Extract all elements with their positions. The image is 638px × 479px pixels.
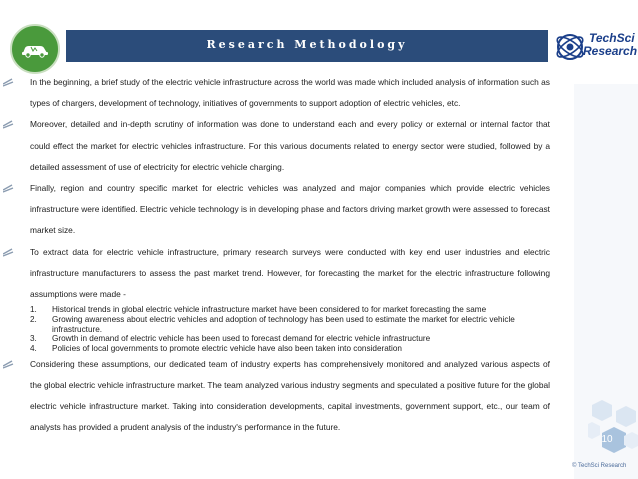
list-item <box>30 334 550 344</box>
list-item-text: Policies of local governments to promote electric vehicle have also been taken into consideration <box>52 344 402 354</box>
paragraph-text: In the beginning, a brief study of the electric vehicle infrastructure across the world was made which included analysis of information such as types of chargers, development of technology, initiatives of governments to support adoption of electric vehicles, etc. <box>30 77 550 109</box>
brand-name-line1: TechSci <box>589 31 635 45</box>
list-number: 4. <box>30 344 37 354</box>
arrow-bullet-icon <box>3 78 14 87</box>
list-number: 1. <box>30 305 37 315</box>
list-item-text: Historical trends in global electric vehicle infrastructure market have been considered to for market forecasting the same <box>52 305 487 315</box>
techsci-brand-logo <box>553 30 638 66</box>
list-item <box>30 344 550 354</box>
assumptions-list <box>30 305 550 354</box>
paragraph-text: Moreover, detailed and in-depth scrutiny of information was done to understand each and every policy or external or internal factor that could effect the market for electric vehicles infrastructure. For this various documents related to energy sector were studied, followed by a detailed assessment of use of electricity for electric vehicle charging. <box>30 119 550 172</box>
arrow-bullet-icon <box>3 360 14 369</box>
paragraph-text: Finally, region and country specific market for electric vehicles was analyzed and major companies which provide electric vehicles infrastructure were identified. Electric vehicle technology is in developing phase and factors driving market growth were assessed to forecast market size. <box>30 183 550 236</box>
list-item <box>30 305 550 315</box>
page-title: Research Methodology <box>206 38 408 51</box>
hexagon-decoration <box>588 400 638 460</box>
page-number: 10 <box>601 434 613 445</box>
techsci-globe-logo-icon <box>553 30 587 64</box>
paragraph <box>30 242 550 306</box>
paragraph <box>30 72 550 114</box>
list-item-text: Growing awareness about electric vehicles and adoption of technology has been used to estimate the market for electric vehicle infrastructure. <box>52 314 515 334</box>
paragraph-text: Considering these assumptions, our dedicated team of industry experts has comprehensively monitored and analyzed various aspects of the global electric vehicle infrastructure market. The team analyzed various industry segments and speculated a positive future for the global electric vehicle infrastructure market. Taking into consideration developments, capital investments, government support, etc., our team of analysts has provided a prudent analysis of the industry's performance in the future. <box>30 358 550 433</box>
paragraph <box>30 178 550 242</box>
paragraph <box>30 354 550 439</box>
paragraph-text: To extract data for electric vehicle infrastructure, primary research surveys were conducted with key end user industries and electric infrastructure manufacturers to assess the past market trend. However, for forecasting the market for the electric infrastructure following assumptions were made - <box>30 246 550 300</box>
list-item <box>30 315 550 334</box>
copyright-text: © TechSci Research <box>572 463 627 469</box>
list-number: 3. <box>30 334 37 344</box>
arrow-bullet-icon <box>3 248 14 257</box>
arrow-bullet-icon <box>3 184 14 193</box>
list-item-text: Growth in demand of electric vehicle has been used to forecast demand for electric vehicle infrastructure <box>52 334 431 344</box>
methodology-content <box>30 72 550 439</box>
title-banner <box>66 30 548 62</box>
list-number: 2. <box>30 314 37 324</box>
electric-car-logo-icon <box>10 24 60 74</box>
paragraph <box>30 114 550 178</box>
arrow-bullet-icon <box>3 120 14 129</box>
brand-name-line2: Research <box>583 44 638 58</box>
